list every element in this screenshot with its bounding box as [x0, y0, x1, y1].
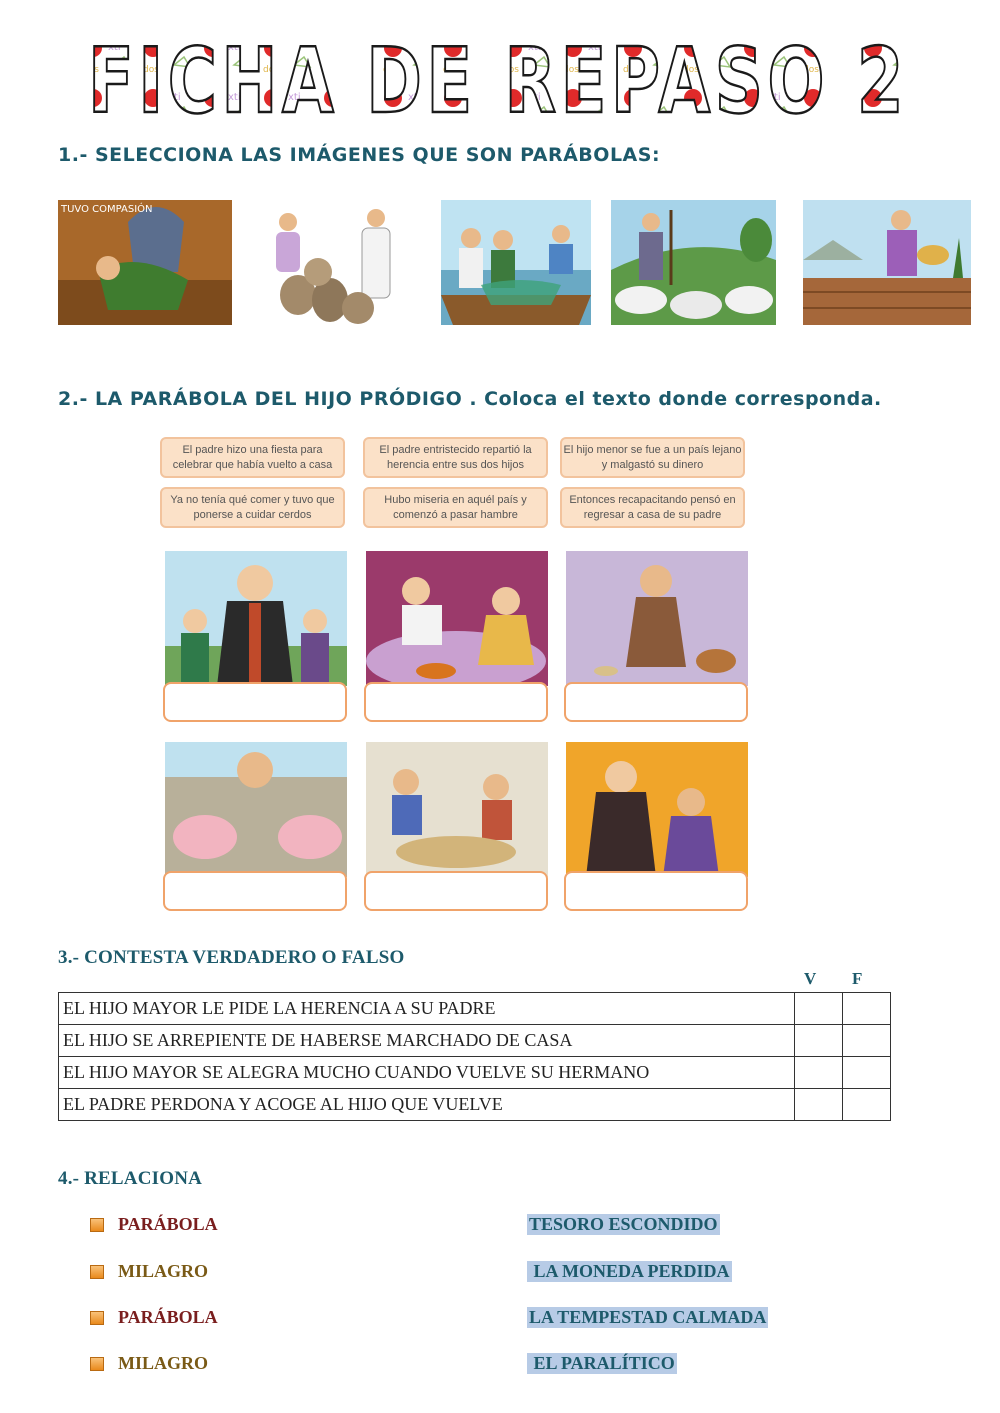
scene-return [566, 742, 748, 877]
fishing-net-image[interactable] [441, 200, 591, 325]
lost-sheep-image[interactable] [611, 200, 776, 325]
scene-hunger [566, 551, 748, 686]
relate-left-item[interactable] [90, 1353, 208, 1374]
sower-image[interactable] [803, 200, 971, 325]
section3-heading: 3.- CONTESTA VERDADERO O FALSO [58, 947, 405, 968]
image-caption: TUVO COMPASIÓN [61, 204, 153, 215]
text-card[interactable]: El padre entristecido repartió la herencia entre sus dos hijos [363, 437, 548, 478]
relate-left-label: PARÁBOLA [118, 1214, 218, 1234]
statement: EL HIJO SE ARREPIENTE DE HABERSE MARCHADO DE CASA [59, 1025, 795, 1057]
statement: EL PADRE PERDONA Y ACOGE AL HIJO QUE VUELVE [59, 1089, 795, 1121]
relate-left-item[interactable] [90, 1214, 218, 1235]
relate-right-item[interactable]: LA MONEDA PERDIDA [529, 1261, 730, 1281]
square-bullet-icon [90, 1357, 104, 1371]
statement: EL HIJO MAYOR SE ALEGRA MUCHO CUANDO VUELVE SU HERMANO [59, 1057, 795, 1089]
true-checkbox[interactable] [795, 993, 843, 1025]
section1-heading: 1.- SELECCIONA LAS IMÁGENES QUE SON PARÁBOLAS: [58, 144, 661, 166]
text-card[interactable]: Hubo miseria en aquél país y comenzó a pasar hambre [363, 487, 548, 528]
scene-pigs [165, 742, 347, 877]
parable-image-row [58, 200, 973, 330]
false-checkbox[interactable] [843, 1025, 891, 1057]
relate-right-item[interactable]: LA TEMPESTAD CALMADA [529, 1307, 767, 1327]
answer-box[interactable] [364, 871, 548, 911]
table-row [59, 993, 891, 1025]
true-column-label: V [804, 969, 817, 988]
answer-box[interactable] [163, 871, 347, 911]
text-card[interactable]: El hijo menor se fue a un país lejano y malgastó su dinero [560, 437, 745, 478]
false-column-label: F [852, 969, 863, 988]
false-checkbox[interactable] [843, 1057, 891, 1089]
true-checkbox[interactable] [795, 1089, 843, 1121]
table-row [59, 1057, 891, 1089]
relate-left-label: MILAGRO [118, 1353, 208, 1373]
false-checkbox[interactable] [843, 1089, 891, 1121]
relate-left-item[interactable] [90, 1261, 208, 1282]
good-samaritan-image[interactable] [58, 200, 232, 325]
relate-right-item[interactable]: TESORO ESCONDIDO [529, 1214, 718, 1234]
true-checkbox[interactable] [795, 1057, 843, 1089]
statement: EL HIJO MAYOR LE PIDE LA HERENCIA A SU PADRE [59, 993, 795, 1025]
table-row [59, 1089, 891, 1121]
scene-party [366, 551, 548, 686]
relate-left-item[interactable] [90, 1307, 218, 1328]
answer-box[interactable] [564, 871, 748, 911]
answer-box[interactable] [564, 682, 748, 722]
title-text: FICHA DE REPASO 2 [88, 30, 908, 130]
table-row [59, 1025, 891, 1057]
relate-left-label: MILAGRO [118, 1261, 208, 1281]
scene-famine [366, 742, 548, 877]
talents-image[interactable] [258, 200, 406, 325]
relate-right-item[interactable]: EL PARALÍTICO [529, 1353, 675, 1373]
text-card[interactable]: El padre hizo una fiesta para celebrar que había vuelto a casa [160, 437, 345, 478]
section4-heading: 4.- RELACIONA [58, 1168, 203, 1189]
true-false-table [58, 992, 891, 1121]
true-checkbox[interactable] [795, 1025, 843, 1057]
false-checkbox[interactable] [843, 993, 891, 1025]
text-card[interactable]: Entonces recapacitando pensó en regresar a casa de su padre [560, 487, 745, 528]
answer-box[interactable] [163, 682, 347, 722]
square-bullet-icon [90, 1265, 104, 1279]
relate-left-label: PARÁBOLA [118, 1307, 218, 1327]
answer-box[interactable] [364, 682, 548, 722]
scene-father-sharing [165, 551, 347, 686]
section2-heading: 2.- LA PARÁBOLA DEL HIJO PRÓDIGO . Coloca el texto donde corresponda. [58, 388, 882, 410]
worksheet-title [78, 30, 918, 130]
text-card[interactable]: Ya no tenía qué comer y tuvo que ponerse a cuidar cerdos [160, 487, 345, 528]
square-bullet-icon [90, 1218, 104, 1232]
square-bullet-icon [90, 1311, 104, 1325]
